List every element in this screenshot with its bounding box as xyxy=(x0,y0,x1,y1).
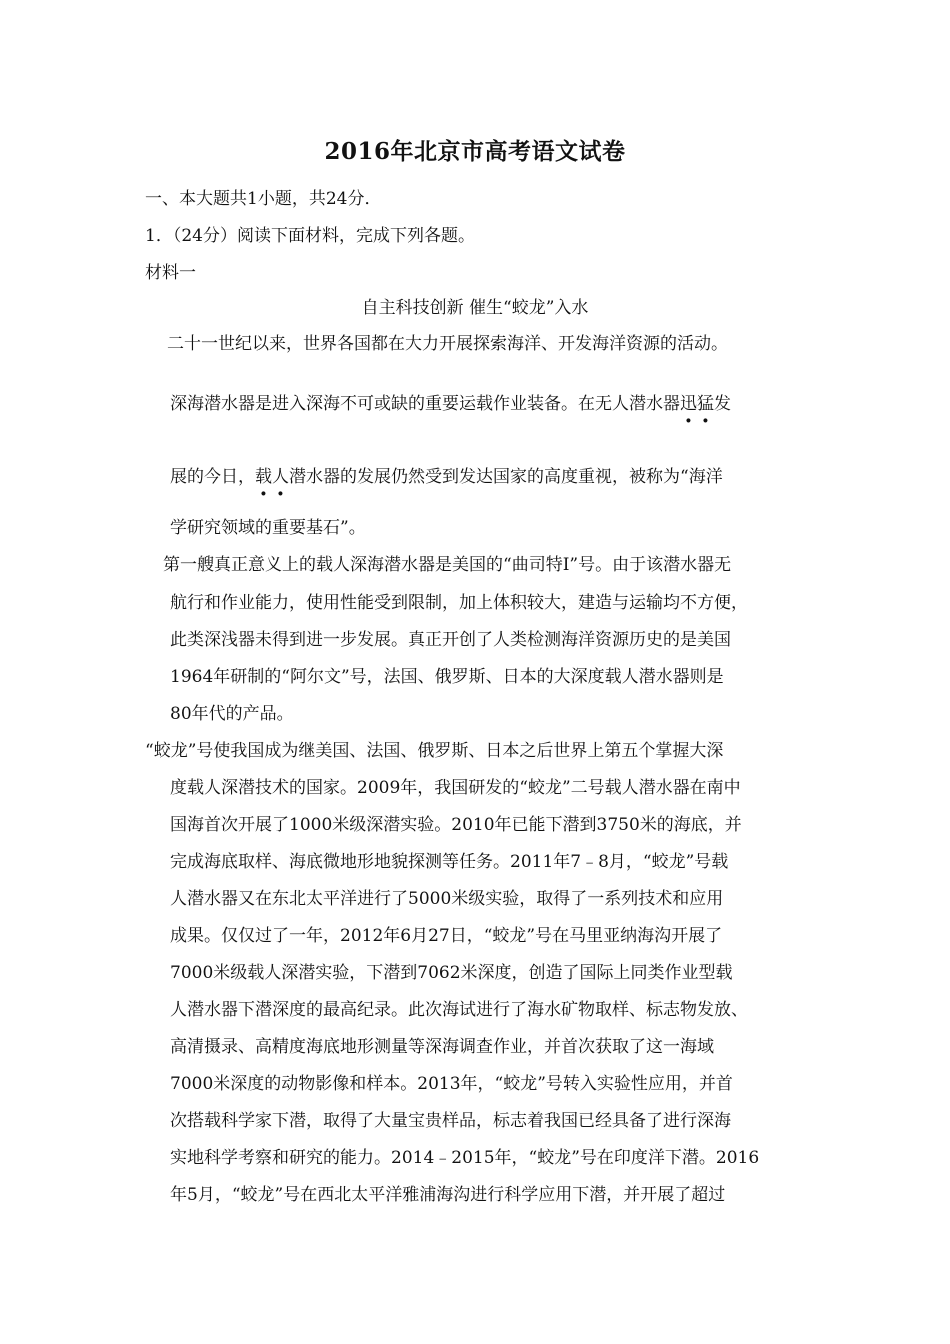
paragraph-4-line: 人潜水器下潜深度的最高纪录。此次海试进行了海水矿物取样、标志物发放、 xyxy=(170,1000,748,1020)
text-segment: 展的今日， xyxy=(170,467,255,487)
paragraph-3-line: 80年代的产品。 xyxy=(170,704,294,724)
paragraph-2-line-1 xyxy=(170,392,731,416)
article-title: 自主科技创新 催生“蛟龙”入水 xyxy=(361,298,589,318)
emphasis-dot-char: 人 xyxy=(272,467,289,487)
text-segment: 潜水器的发展仍然受到发达国家的高度重视，被称为“海洋 xyxy=(289,467,723,487)
text-segment: 发 xyxy=(714,394,731,414)
section-heading: 一、本大题共1小题，共24分． xyxy=(145,189,382,209)
paragraph-3-line: 此类深浅器未得到进一步发展。真正开创了人类检测海洋资源历史的是美国 xyxy=(170,630,731,650)
emphasis-dot-char: 载 xyxy=(255,467,272,487)
text-segment: 深海潜水器是进入深海不可或缺的重要运载作业装备。在无人潜水器 xyxy=(170,394,680,414)
paragraph-4-line: 7000米深度的动物影像和样本。2013年，“蛟龙”号转入实验性应用，并首 xyxy=(170,1074,733,1094)
paragraph-4-line: 年5月，“蛟龙”号在西北太平洋雅浦海沟进行科学应用下潜，并开展了超过 xyxy=(170,1185,726,1205)
paragraph-4-line: 7000米级载人深潜实验，下潜到7062米深度，创造了国际上同类作业型载 xyxy=(170,963,733,983)
paragraph-2-line-3: 学研究领域的重要基石”。 xyxy=(170,518,366,538)
paragraph-4-line: 国海首次开展了1000米级深潜实验。2010年已能下潜到3750米的海底，并 xyxy=(170,815,742,835)
question-intro: 1．（24分）阅读下面材料，完成下列各题。 xyxy=(145,226,475,246)
emphasis-dot-char: 猛 xyxy=(697,394,714,414)
paragraph-4-line: 完成海底取样、海底微地形地貌探测等任务。2011年7﹣8月，“蛟龙”号载 xyxy=(170,852,729,872)
paragraph-4-line: 次搭载科学家下潜，取得了大量宝贵样品，标志着我国已经具备了进行深海 xyxy=(170,1111,731,1131)
emphasis-dot-char: 迅 xyxy=(680,394,697,414)
paragraph-2-line-2 xyxy=(170,465,723,489)
paragraph-1: 二十一世纪以来，世界各国都在大力开展探索海洋、开发海洋资源的活动。 xyxy=(167,334,728,354)
material-label: 材料一 xyxy=(145,263,196,283)
paragraph-4-line: 实地科学考察和研究的能力。2014﹣2015年，“蛟龙”号在印度洋下潜。2016 xyxy=(170,1148,760,1168)
paragraph-4-line: 成果。仅仅过了一年，2012年6月27日，“蛟龙”号在马里亚纳海沟开展了 xyxy=(170,926,723,946)
paragraph-3-line: 航行和作业能力，使用性能受到限制，加上体积较大，建造与运输均不方便， xyxy=(170,593,748,613)
paragraph-3-line: 第一艘真正意义上的载人深海潜水器是美国的“曲司特Ⅰ”号。由于该潜水器无 xyxy=(163,555,732,575)
paragraph-4-line: “蛟龙”号使我国成为继美国、法国、俄罗斯、日本之后世界上第五个掌握大深 xyxy=(145,741,724,761)
page-title: 2016年北京市高考语文试卷 xyxy=(324,138,626,165)
paragraph-4-line: 高清摄录、高精度海底地形测量等深海调查作业，并首次获取了这一海域 xyxy=(170,1037,714,1057)
paragraph-4-line: 人潜水器又在东北太平洋进行了5000米级实验，取得了一系列技术和应用 xyxy=(170,889,724,909)
paragraph-3-line: 1964年研制的“阿尔文”号，法国、俄罗斯、日本的大深度载人潜水器则是 xyxy=(170,667,724,687)
paragraph-4-line: 度载人深潜技术的国家。2009年，我国研发的“蛟龙”二号载人潜水器在南中 xyxy=(170,778,741,798)
